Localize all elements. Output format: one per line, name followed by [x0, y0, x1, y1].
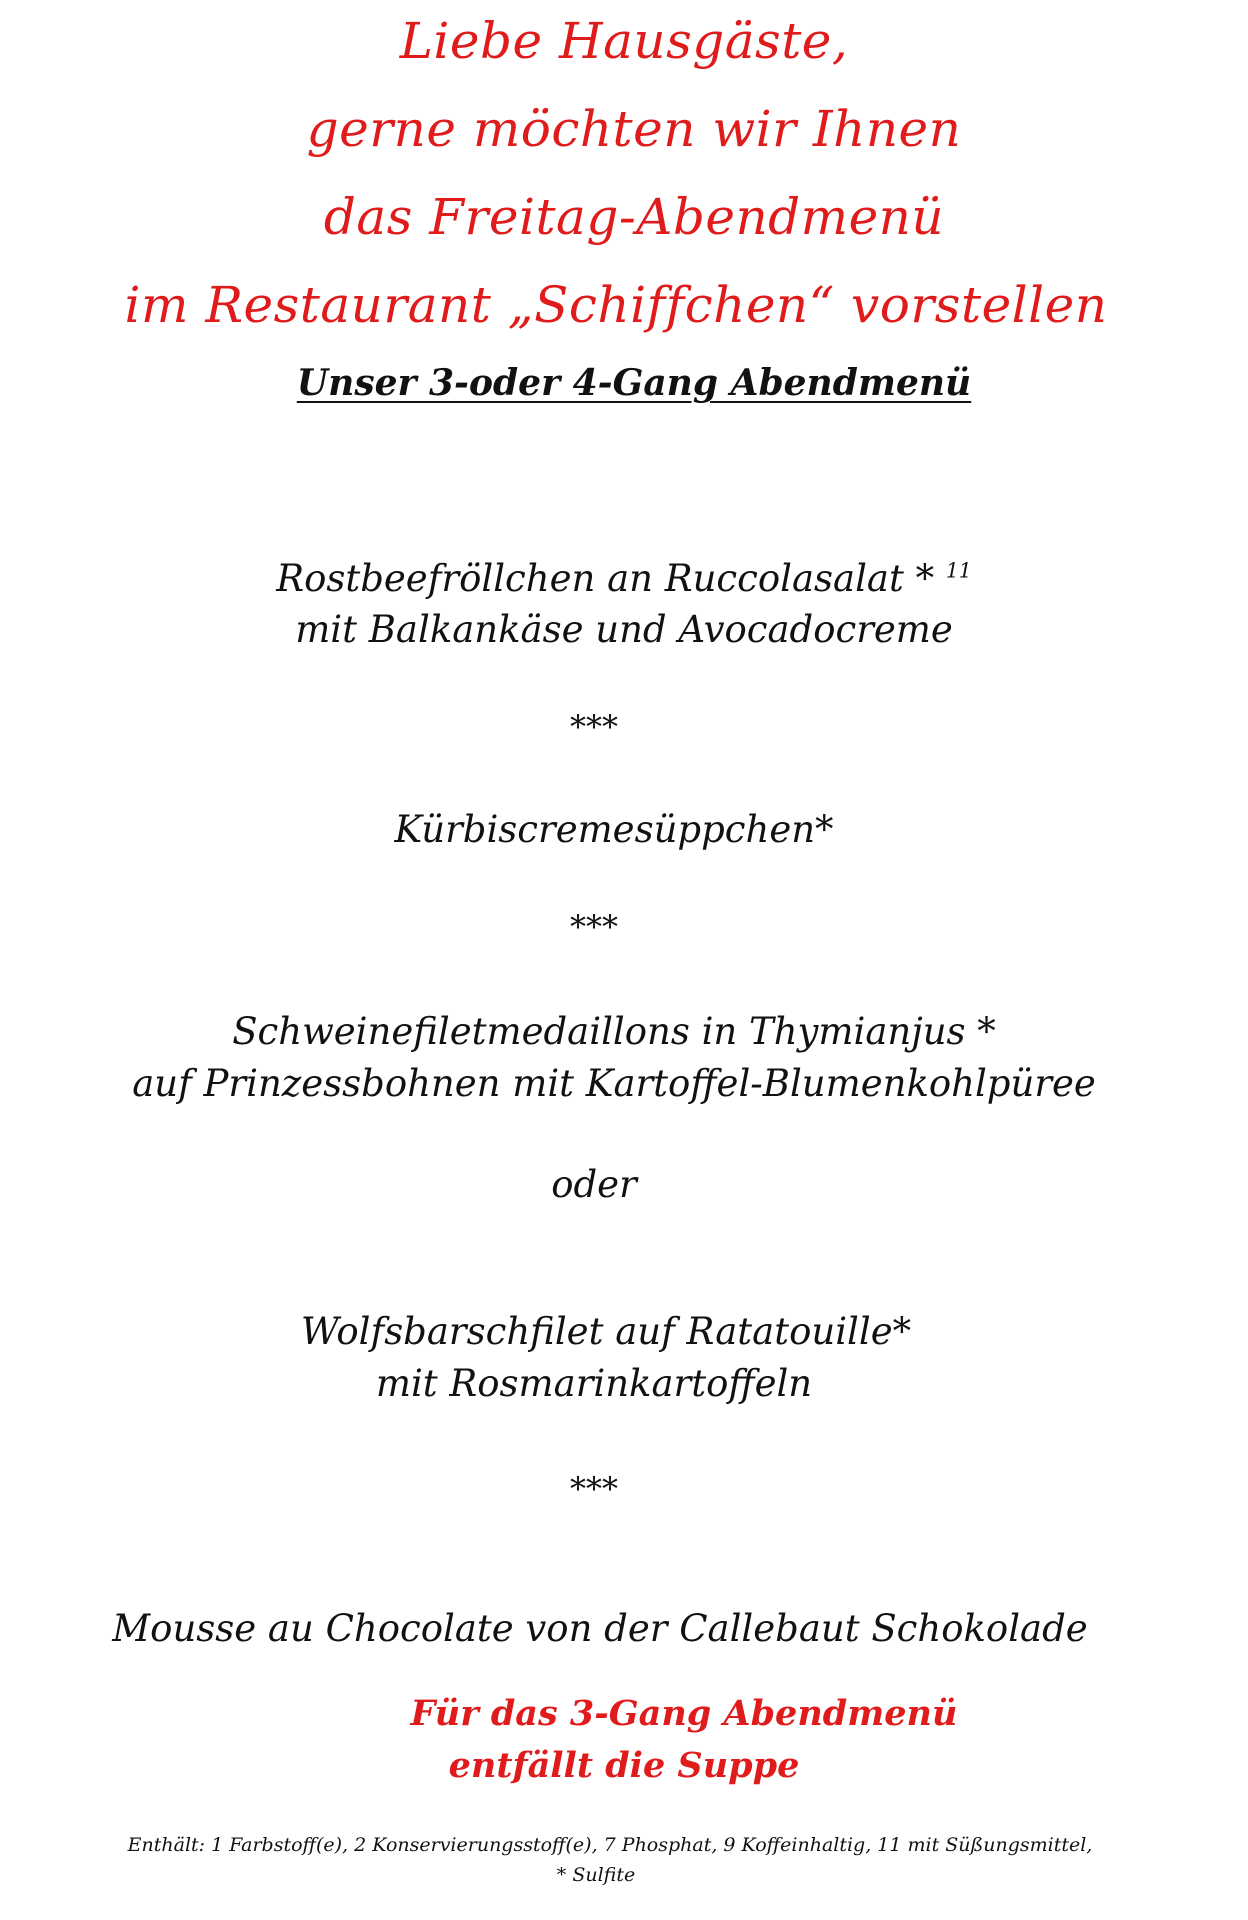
note-line-1: Für das 3-Gang Abendmenü	[410, 1693, 958, 1734]
allergen-footer-line-2: * Sulfite	[556, 1864, 636, 1886]
starter-line-2: mit Balkankäse und Avocadocreme	[295, 608, 953, 651]
menu-subtitle	[10, 362, 1248, 404]
separator-1: ***	[570, 708, 618, 746]
or-divider: oder	[551, 1163, 637, 1206]
greeting-line-3: das Freitag-Abendmenü	[323, 188, 945, 246]
greeting-line-4: im Restaurant „Schiffchen“ vorstellen	[124, 276, 1108, 334]
starter-allergen-sup: 11	[945, 558, 972, 583]
soup-line: Kürbiscremesüppchen*	[394, 808, 834, 851]
main-course-2-line-2: mit Rosmarinkartoffeln	[375, 1362, 813, 1405]
dessert-line: Mousse au Chocolate von der Callebaut Schokolade	[112, 1607, 1088, 1650]
separator-3: ***	[570, 1470, 618, 1508]
note-line-2: entfällt die Suppe	[448, 1745, 800, 1786]
menu-subtitle-text: Unser 3-oder 4-Gang Abendmenü	[296, 362, 972, 404]
greeting-line-2: gerne möchten wir Ihnen	[306, 100, 962, 158]
starter-line-1	[0, 557, 1248, 600]
allergen-footer-line-1: Enthält: 1 Farbstoff(e), 2 Konservierungsstoff(e), 7 Phosphat, 9 Koffeinhaltig, 11 mit Süßungsmittel,	[127, 1834, 1093, 1856]
separator-2: ***	[570, 908, 618, 946]
main-course-1-line-2: auf Prinzessbohnen mit Kartoffel-Blumenkohlpüree	[132, 1062, 1096, 1105]
greeting-line-1: Liebe Hausgäste,	[399, 12, 849, 70]
starter-title: Rostbeefröllchen an Ruccolasalat *	[276, 557, 935, 600]
main-course-1-line-1: Schweinefiletmedaillons in Thymianjus *	[232, 1010, 996, 1053]
main-course-2-line-1: Wolfsbarschfilet auf Ratatouille*	[300, 1310, 912, 1353]
